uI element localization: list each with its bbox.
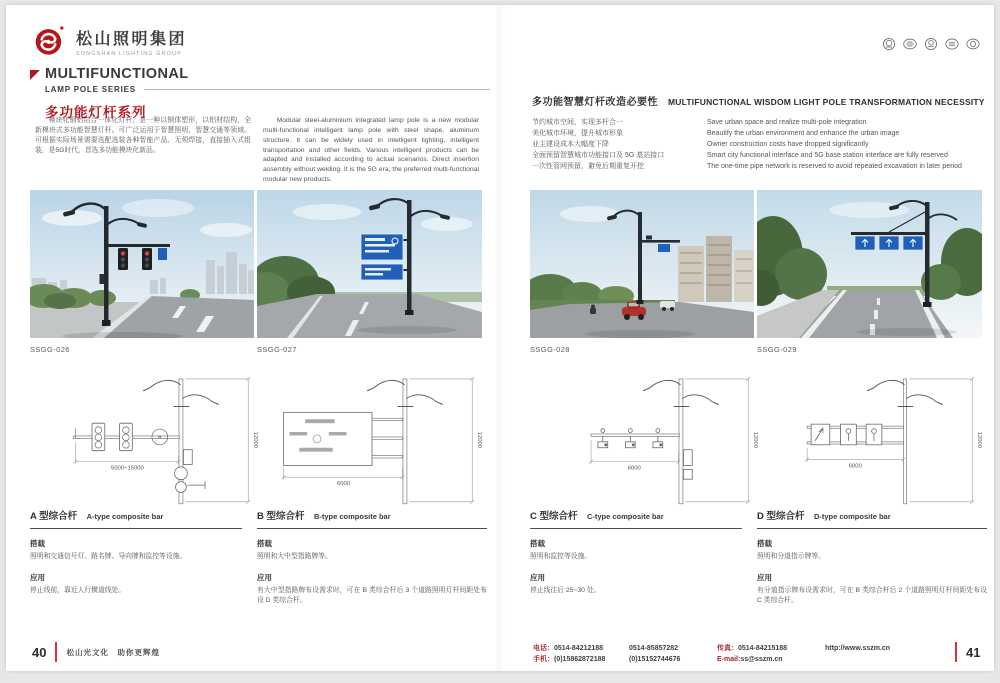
series-heading [30, 67, 490, 121]
photo-code: SSGG-029 [757, 345, 797, 354]
logo-text [76, 26, 187, 57]
necessity-section [532, 93, 990, 172]
left-page-footer [32, 642, 160, 662]
width-dimension: 6000 [848, 463, 862, 470]
application-text: 有分道指示牌布设需求时，可在 B 类综合杆后 2 个道路照明灯杆间距处布设 C 类综合杆。 [757, 586, 987, 605]
contact-col-web [825, 643, 941, 665]
certification-badge-icon [903, 37, 917, 51]
carry-label: 搭载 [257, 539, 272, 548]
street-scene-photo [30, 190, 254, 338]
type-name-en: A-type composite bar [86, 512, 164, 521]
contact-col-phone [533, 643, 629, 665]
height-dimension: 12000 [476, 431, 483, 449]
mobile-label: 手机： [533, 656, 554, 663]
photo-code: SSGG-027 [257, 345, 297, 354]
type-panel-c [530, 506, 742, 596]
carry-text: 照明和交通信号灯、路名牌、导向牌和监控等设施。 [30, 553, 187, 560]
application-text: 停止线往后 25~30 处。 [530, 586, 601, 594]
mobile-number-2: (0)15152744676 [629, 656, 681, 663]
carry-label: 搭载 [757, 539, 772, 548]
website-link[interactable]: http://www.sszm.cn [825, 645, 891, 652]
type-panel-b [257, 506, 487, 607]
necessity-list [532, 117, 990, 172]
series-intro [35, 116, 479, 185]
b-type-drawing [260, 362, 486, 505]
type-name-en: B-type composite bar [313, 512, 391, 521]
a-type-drawing [36, 362, 262, 505]
type-b-heading [257, 506, 487, 529]
tel-label: 电话： [533, 645, 554, 652]
fax-number: 0514-84215188 [738, 645, 788, 652]
type-name-cn: B 型综合杆 [257, 511, 305, 522]
contact-col-fax-email [717, 643, 825, 665]
necessity-item [532, 161, 990, 172]
footer-slogan: 松山光文化 助你更辉煌 [66, 647, 160, 657]
type-panel-d [757, 506, 987, 607]
series-title-cn: 多功能灯杆系列 [45, 104, 147, 120]
series-subtitle-en: LAMP POLE SERIES [45, 84, 136, 94]
type-name-cn: A 型综合杆 [30, 511, 78, 522]
necessity-item-en: Smart city functional interface and 5G base station interface are fully reserved [707, 152, 948, 159]
necessity-item [532, 117, 990, 128]
type-name-cn: C 型综合杆 [530, 511, 578, 522]
carry-label: 搭载 [30, 539, 45, 548]
type-c-heading [530, 506, 742, 529]
series-title-en: MULTIFUNCTIONAL [45, 66, 189, 82]
necessity-item-en: The one-time pipe network is reserved to avoid repeated excavation in later period [707, 163, 962, 170]
street-scene-photo [530, 190, 754, 338]
necessity-item-cn: 节约城市空间，实现多杆合一 [532, 119, 623, 126]
photo-code: SSGG-026 [30, 345, 70, 354]
contact-col-phone2 [629, 643, 717, 665]
email-label: E-mail: [717, 656, 741, 663]
tel-number-2: 0514-85857282 [629, 645, 679, 652]
type-a-heading [30, 506, 242, 529]
width-dimension: 6000 [336, 481, 351, 488]
company-logo [34, 24, 187, 58]
necessity-item-cn: 一次性管网预留，避免后期重复开挖 [532, 163, 644, 170]
type-name-cn: D 型综合杆 [757, 511, 805, 522]
height-dimension: 12000 [976, 431, 983, 449]
type-name-en: C-type composite bar [586, 512, 664, 521]
application-label: 应用 [257, 572, 272, 582]
red-triangle-icon [30, 70, 40, 80]
street-scene-photo [257, 190, 482, 338]
carry-text: 照明和分道指示牌等。 [757, 553, 825, 560]
certification-badge-icon [924, 37, 938, 51]
necessity-item [532, 139, 990, 150]
type-d-heading [757, 506, 987, 529]
page-fold [497, 5, 505, 671]
application-label: 应用 [30, 572, 45, 582]
right-page-footer [946, 642, 980, 662]
height-dimension: 12000 [752, 431, 759, 449]
certification-badges [882, 37, 980, 51]
necessity-title-cn: 多功能智慧灯杆改造必要性 [532, 97, 658, 108]
application-label: 应用 [530, 572, 545, 582]
necessity-item-en: Beautify the urban environment and enhance the urban image [707, 130, 900, 137]
carry-label: 搭载 [530, 539, 545, 548]
intro-paragraph-cn: 模块化钢铝结合一体化灯杆，是一种以钢体塑形，以铝材结构，全新模块式多功能智慧灯杆。可广泛运用于智慧照明，智慧交通等领域。可根据实际场景需要选配选装各种智能产品。无须焊接，直接插入式组装，是5G时代，首选多功能模块化新品。 [35, 117, 251, 154]
photo-code: SSGG-028 [530, 345, 570, 354]
photo-ssgg-026 [30, 190, 254, 338]
necessity-item-cn: 业主建设成本大幅度下降 [532, 141, 609, 148]
width-dimension: 6000 [627, 465, 641, 472]
footer-divider [55, 642, 57, 662]
necessity-item-en: Owner construction costs have dropped significantly [707, 141, 869, 148]
d-type-drawing [760, 362, 986, 505]
necessity-item-cn: 美化城市环境，提升城市形象 [532, 130, 623, 137]
application-text: 有大中型指路牌布设需求时，可在 B 类综合杆后 3 个道路照明灯杆间距处布设 D 类综合杆。 [257, 586, 487, 605]
necessity-item-cn: 全面预留智慧城市功能接口及 5G 基站接口 [532, 152, 665, 159]
mobile-number-1: (0)15862872188 [554, 656, 606, 663]
diagram-d-type [760, 362, 986, 505]
width-dimension: 5000~15000 [110, 465, 144, 472]
photo-ssgg-027 [257, 190, 482, 338]
email-address[interactable]: ss@sszm.cn [740, 656, 783, 663]
footer-divider [955, 642, 957, 662]
necessity-item [532, 150, 990, 161]
logo-name-cn: 松山照明集团 [76, 30, 188, 48]
street-scene-photo [757, 190, 982, 338]
necessity-title [532, 93, 990, 108]
page-number: 40 [32, 644, 47, 660]
certification-badge-icon [882, 37, 896, 51]
diagram-c-type [536, 362, 762, 505]
type-panel-a [30, 506, 242, 596]
carry-text: 照明和监控等设施。 [530, 553, 592, 560]
diagram-b-type [260, 362, 486, 505]
application-label: 应用 [757, 572, 772, 582]
photo-ssgg-029 [757, 190, 982, 338]
necessity-title-en: MULTIFUNCTIONAL WISDOM LIGHT POLE TRANSFORMATION NECESSITY [668, 97, 985, 107]
certification-badge-icon [966, 37, 980, 51]
certification-badge-icon [945, 37, 959, 51]
tel-number-1: 0514-84212188 [554, 645, 604, 652]
necessity-item [532, 128, 990, 139]
songshan-logo-icon [34, 24, 68, 58]
heading-rule [144, 89, 490, 90]
diagram-a-type [36, 362, 262, 505]
fax-label: 传真： [717, 645, 738, 652]
logo-name-en: SONGSHAN LIGHTING GROUP [76, 50, 182, 57]
photo-ssgg-028 [530, 190, 754, 338]
type-name-en: D-type composite bar [813, 512, 891, 521]
carry-text: 照明和大中型指路牌等。 [257, 553, 332, 560]
intro-paragraph-en: Modular steel-aluminium integrated lamp pole is a new modular multi-functional intelligent lamp pole with steel shape, aluminum structure. It can be widely used in intelligent lighting, intelligent transportation and other fields. Various intelligent products can be adapted and installed according to actual scenarios. Direct insertion assembly without welding. It is the 5G era, the preferred multi-functional modular new products. [263, 117, 479, 184]
contact-footer [533, 643, 941, 665]
application-text: 停止线前，靠近人行横道线处。 [30, 586, 126, 594]
height-dimension: 12000 [252, 431, 259, 449]
c-type-drawing [536, 362, 762, 505]
page-number: 41 [966, 644, 981, 660]
necessity-item-en: Save urban space and realize multi-pole integration [707, 119, 867, 126]
